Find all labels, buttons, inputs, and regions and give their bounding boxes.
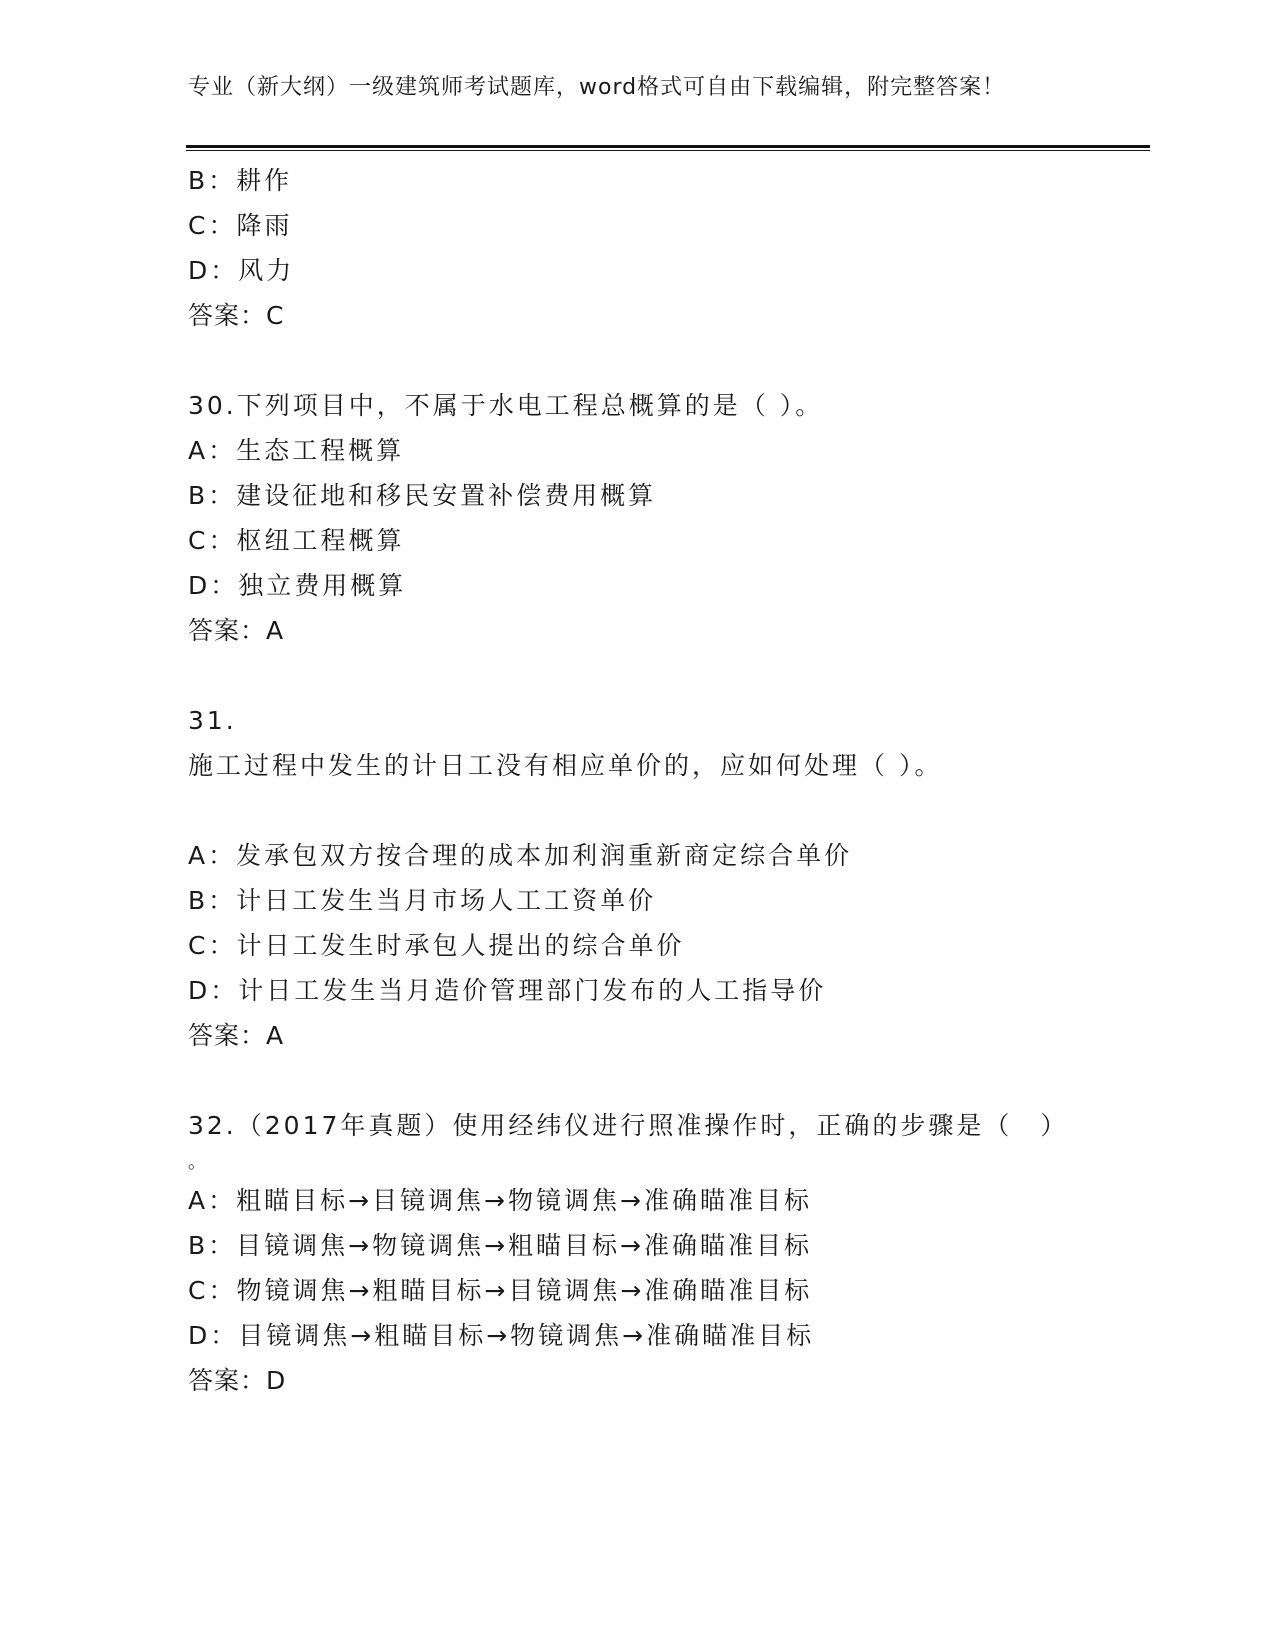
- question-31-block: [188, 698, 1148, 1058]
- answer: 答案：C: [188, 301, 285, 330]
- spacer: [188, 788, 1148, 833]
- option-c: C：计日工发生时承包人提出的综合单价: [188, 931, 685, 960]
- option-d: D：计日工发生当月造价管理部门发布的人工指导价: [188, 976, 827, 1005]
- option-c: C：物镜调焦→粗瞄目标→目镜调焦→准确瞄准目标: [188, 1276, 813, 1305]
- option-d: D：风力: [188, 256, 295, 285]
- question-32-block: [188, 1103, 1148, 1403]
- spacer: [188, 1058, 1148, 1103]
- header-rule-thick: [186, 145, 1150, 148]
- question-number: 31.: [188, 706, 237, 735]
- option-b: B：目镜调焦→物镜调焦→粗瞄目标→准确瞄准目标: [188, 1231, 812, 1260]
- option-b: B：建设征地和移民安置补偿费用概算: [188, 481, 657, 510]
- option-a: A：粗瞄目标→目镜调焦→物镜调焦→准确瞄准目标: [188, 1186, 812, 1215]
- option-b: B：耕作: [188, 166, 293, 195]
- option-a: A：生态工程概算: [188, 436, 405, 465]
- document-body: [188, 158, 1148, 1403]
- option-d: D：目镜调焦→粗瞄目标→物镜调焦→准确瞄准目标: [188, 1321, 815, 1350]
- page-header: 专业（新大纲）一级建筑师考试题库，word格式可自由下载编辑，附完整答案！: [188, 75, 1006, 100]
- question-text: 30.下列项目中，不属于水电工程总概算的是（ ）。: [188, 391, 824, 420]
- option-c: C：枢纽工程概算: [188, 526, 405, 555]
- question-text-continuation: 。: [188, 1152, 206, 1173]
- option-d: D：独立费用概算: [188, 571, 407, 600]
- question-text: 32.（2017年真题）使用经纬仪进行照准操作时，正确的步骤是（ ）: [188, 1111, 1069, 1140]
- question-text: 施工过程中发生的计日工没有相应单价的，应如何处理（ ）。: [188, 751, 943, 780]
- question-30-block: [188, 383, 1148, 653]
- question-29-block: [188, 158, 1148, 338]
- answer: 答案：A: [188, 1021, 285, 1050]
- header-rule-thin: [186, 150, 1150, 151]
- spacer: [188, 338, 1148, 383]
- option-b: B：计日工发生当月市场人工工资单价: [188, 886, 657, 915]
- answer: 答案：A: [188, 616, 285, 645]
- spacer: [188, 653, 1148, 698]
- answer: 答案：D: [188, 1366, 287, 1395]
- option-c: C：降雨: [188, 211, 293, 240]
- option-a: A：发承包双方按合理的成本加利润重新商定综合单价: [188, 841, 853, 870]
